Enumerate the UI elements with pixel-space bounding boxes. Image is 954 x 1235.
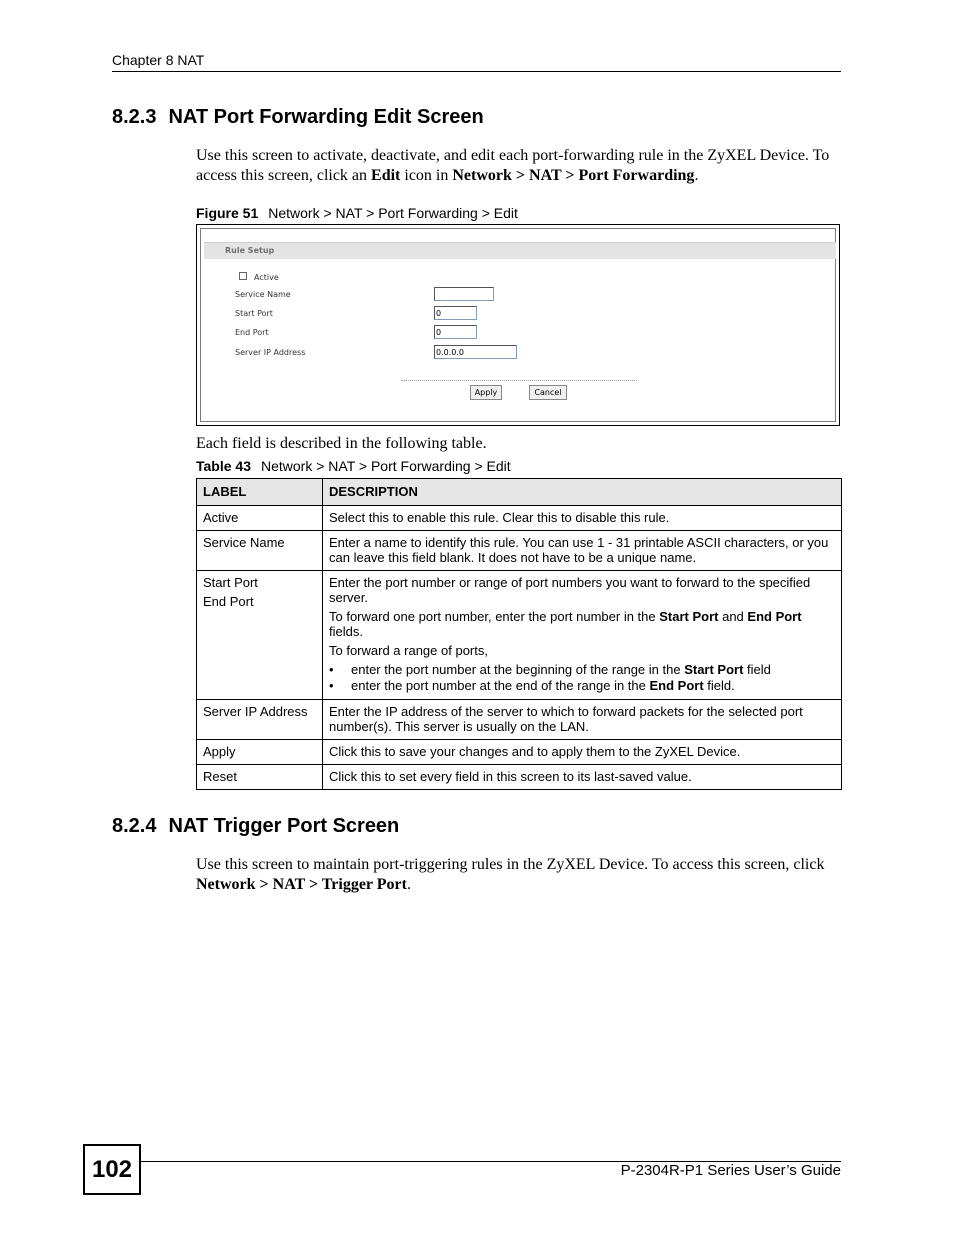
row-label: Server IP Address (197, 700, 323, 740)
row-description: Click this to save your changes and to apply them to the ZyXEL Device. (323, 740, 842, 765)
intro-edit-bold: Edit (371, 167, 401, 184)
ports-desc-p2 (329, 609, 835, 639)
row-label (197, 571, 323, 700)
bullet-icon: • (329, 678, 334, 693)
intro-text: icon in (400, 167, 453, 184)
figure-screenshot (196, 224, 840, 426)
figure-label: Figure 51 (196, 205, 259, 221)
table-label: Table 43 (196, 458, 251, 474)
page-number: 102 (83, 1144, 141, 1195)
rule-setup-panel (200, 228, 836, 422)
table-row (197, 506, 842, 531)
rule-setup-title: Rule Setup (225, 246, 275, 255)
ports-desc-p1: Enter the port number or range of port numbers you want to forward to the specified server. (329, 575, 811, 605)
section-title: NAT Port Forwarding Edit Screen (168, 106, 484, 128)
table-intro-text: Each field is described in the following table. (196, 435, 487, 452)
running-header: Chapter 8 NAT (112, 52, 205, 68)
label-column-header: LABEL (197, 479, 323, 506)
rule-setup-title-bar (204, 242, 836, 259)
table-row (197, 571, 842, 700)
ports-desc-p3: To forward a range of ports, (329, 643, 488, 658)
ports-bullet-list (329, 662, 835, 693)
section-number: 8.2.3 (112, 106, 157, 128)
intro-nav-path-bold: Network > NAT > Trigger Port (196, 876, 407, 893)
description-column-header: DESCRIPTION (323, 479, 842, 506)
cancel-button[interactable]: Cancel (529, 385, 567, 400)
intro-nav-path-bold: Network > NAT > Port Forwarding (452, 167, 695, 184)
start-port-row-label: Start Port (203, 575, 258, 590)
desc-text: and (718, 609, 748, 624)
desc-text: field. (703, 678, 735, 693)
active-checkbox[interactable] (239, 272, 247, 280)
start-port-input[interactable]: 0 (434, 306, 477, 320)
row-description: Select this to enable this rule. Clear this to disable this rule. (323, 506, 842, 531)
figure-caption-text: Network > NAT > Port Forwarding > Edit (268, 205, 518, 221)
row-label: Apply (197, 740, 323, 765)
end-port-label: End Port (235, 328, 269, 337)
server-ip-input[interactable]: 0.0.0.0 (434, 345, 517, 359)
desc-bold: Start Port (684, 662, 744, 677)
intro-text: Use this screen to activate, deactivate, and edit each port-forwarding rule in the ZyXEL Device. To access this screen, click an (196, 147, 830, 184)
table-caption (196, 458, 511, 474)
section-intro-paragraph (196, 146, 841, 186)
desc-bold: End Port (649, 678, 704, 693)
section-number: 8.2.4 (112, 815, 157, 837)
end-port-row-label: End Port (203, 594, 254, 609)
desc-text: field (743, 662, 771, 677)
row-label: Reset (197, 765, 323, 790)
row-description: Enter the IP address of the server to which to forward packets for the selected port number(s). This server is usually on the LAN. (323, 700, 842, 740)
table-header-row (197, 479, 842, 506)
service-name-label: Service Name (235, 290, 291, 299)
intro-text: Use this screen to maintain port-triggering rules in the ZyXEL Device. To access this screen, click (196, 856, 825, 873)
bullet-icon: • (329, 662, 334, 677)
intro-text: . (694, 167, 699, 184)
desc-text: To forward one port number, enter the port number in the (329, 609, 660, 624)
intro-text: . (406, 876, 411, 893)
desc-text: fields. (329, 624, 363, 639)
row-label: Service Name (197, 531, 323, 571)
table-row (197, 765, 842, 790)
section-title: NAT Trigger Port Screen (168, 815, 400, 837)
table-caption-text: Network > NAT > Port Forwarding > Edit (261, 458, 511, 474)
section-heading-trigger-port (112, 815, 399, 838)
section-heading-port-forwarding-edit (112, 106, 484, 129)
desc-bold: Start Port (659, 609, 719, 624)
list-item (329, 662, 835, 677)
start-port-label: Start Port (235, 309, 273, 318)
table-row (197, 531, 842, 571)
end-port-input[interactable]: 0 (434, 325, 477, 339)
row-description: Enter a name to identify this rule. You can use 1 - 31 printable ASCII characters, or you can leave this field blank. It does not have to be a unique name. (323, 531, 842, 571)
table-row (197, 740, 842, 765)
server-ip-label: Server IP Address (235, 348, 306, 357)
field-description-table (196, 478, 842, 790)
section-intro-paragraph (196, 855, 841, 895)
desc-bold: End Port (747, 609, 802, 624)
apply-button[interactable]: Apply (470, 385, 502, 400)
row-description (323, 571, 842, 700)
active-label: Active (254, 273, 279, 282)
list-item (329, 678, 835, 693)
guide-title: P-2304R-P1 Series User’s Guide (620, 1162, 841, 1179)
header-rule (112, 71, 841, 72)
form-divider (401, 380, 637, 381)
desc-text: enter the port number at the beginning of the range in the (351, 662, 685, 677)
figure-caption (196, 205, 518, 221)
row-description: Click this to set every field in this screen to its last-saved value. (323, 765, 842, 790)
row-label: Active (197, 506, 323, 531)
table-row (197, 700, 842, 740)
desc-text: enter the port number at the end of the range in the (351, 678, 650, 693)
service-name-input[interactable] (434, 287, 494, 301)
